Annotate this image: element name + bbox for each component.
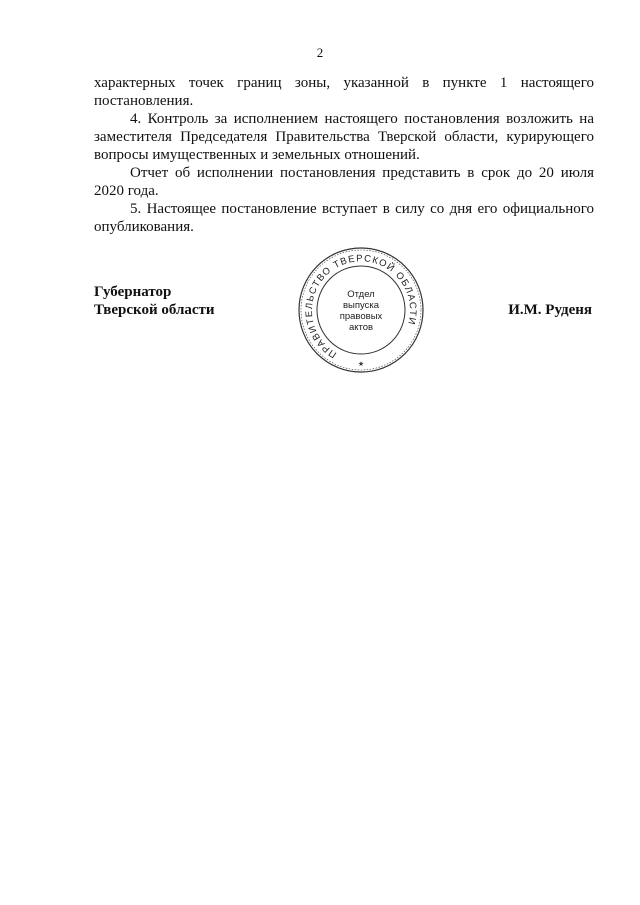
page-number: 2 (316, 45, 324, 60)
stamp-center-line: актов (348, 322, 374, 333)
stamp-ring-text: ПРАВИТЕЛЬСТВО ТВЕРСКОЙ ОБЛАСТИ (303, 253, 419, 360)
paragraph-report: Отчет об исполнении постановления представить в срок до 20 июля 2020 года. (94, 165, 594, 199)
signer-title: Губернатор (94, 284, 172, 300)
signer-region: Тверской области (94, 302, 215, 318)
signer-position (94, 283, 215, 319)
paragraph-item-4: 4. Контроль за исполнением настоящего постановления возложить на заместителя Председателя Правительства Тверской области, курирующего вопросы имущественных и земельных отношений. (94, 111, 594, 163)
stamp-star-icon: ★ (357, 360, 365, 368)
paragraph-continuation: характерных точек границ зоны, указанной в пункте 1 настоящего постановления. (94, 75, 594, 109)
stamp-center-line: выпуска (342, 300, 380, 311)
official-stamp (296, 245, 426, 375)
stamp-center-text (321, 289, 401, 333)
stamp-center-line: правовых (339, 311, 383, 322)
paragraph-item-5: 5. Настоящее постановление вступает в силу со дня его официального опубликования. (94, 201, 594, 235)
signatory-name: И.М. Руденя (508, 302, 592, 318)
stamp-center-line: Отдел (347, 289, 375, 300)
document-body (94, 74, 594, 236)
